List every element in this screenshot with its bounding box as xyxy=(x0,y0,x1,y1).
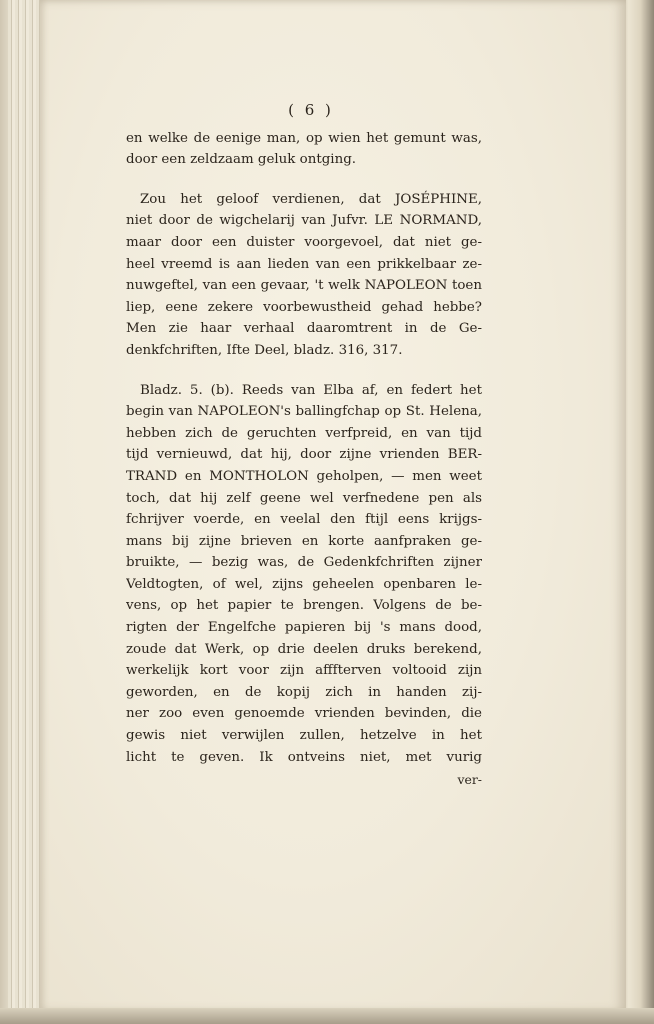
page-number: ( 6 ) xyxy=(288,101,334,119)
text-line: en welke de eenige man, op wien het gemunt was, xyxy=(126,130,482,146)
paragraph-josephine xyxy=(126,189,482,362)
text-line: nuwgeftel, van een gevaar, 't welk NAPOLEON toen xyxy=(126,278,482,294)
text-line: begin van NAPOLEON's ballingfchap op St. Helena, xyxy=(126,404,482,420)
text-line: hebben zich de geruchten verfpreid, en van tijd xyxy=(126,425,482,441)
text-line: maar door een duister voorgevoel, dat niet ge- xyxy=(126,234,482,250)
text-line: niet door de wigchelarij van Jufvr. LE NORMAND, xyxy=(126,213,482,229)
text-line: licht te geven. Ik ontveins niet, met vurig xyxy=(126,749,482,765)
catchword: ver- xyxy=(457,772,482,788)
text-line: door een zeldzaam geluk ontging. xyxy=(126,152,357,168)
text-line: TRAND en MONTHOLON geholpen, — men weet xyxy=(126,468,482,484)
text-line: rigten der Engelfche papieren bij 's mans dood, xyxy=(126,620,482,636)
text-line: geworden, en de kopij zich in handen zij- xyxy=(126,684,482,700)
text-line: bruikte, — bezig was, de Gedenkfchriften zijner xyxy=(126,555,482,571)
text-line: werkelijk kort voor zijn afffterven voltooid zijn xyxy=(126,663,482,679)
text-line: tijd vernieuwd, dat hij, door zijne vrienden BER- xyxy=(126,447,482,463)
text-line: heel vreemd is aan lieden van een prikkelbaar ze- xyxy=(126,256,482,272)
text-line: denkfchriften, Ifte Deel, bladz. 316, 317. xyxy=(126,342,403,358)
text-line: liep, eene zekere voorbewustheid gehad hebbe? xyxy=(126,299,482,315)
text-line: mans bij zijne brieven en korte aanfpraken ge- xyxy=(126,533,482,549)
text-line: gewis niet verwijlen zullen, hetzelve in het xyxy=(126,728,482,744)
text-line: Men zie haar verhaal daaromtrent in de Ge- xyxy=(126,321,482,337)
paragraph-continuation xyxy=(126,128,482,171)
text-line: ner zoo even genoemde vrienden bevinden, die xyxy=(126,706,482,722)
left-page-edges xyxy=(8,0,40,1010)
text-line: vens, op het papier te brengen. Volgens de be- xyxy=(126,598,482,614)
page-bottom-edge xyxy=(0,1008,654,1024)
text-line: toch, dat hij zelf geene wel verfnedene pen als xyxy=(126,490,482,506)
text-line: zoude dat Werk, op drie deelen druks berekend, xyxy=(126,641,482,657)
page-text-block xyxy=(126,100,482,791)
paragraph-note-b xyxy=(126,380,482,769)
text-line: Zou het geloof verdienen, dat JOSÉPHINE, xyxy=(140,191,482,207)
text-line: fchrijver voerde, en veelal den ftijl eens krijgs- xyxy=(126,512,482,528)
text-line: Bladz. 5. (b). Reeds van Elba af, en federt het xyxy=(140,382,482,398)
text-line: Veldtogten, of wel, zijns geheelen openbaren le- xyxy=(126,576,482,592)
